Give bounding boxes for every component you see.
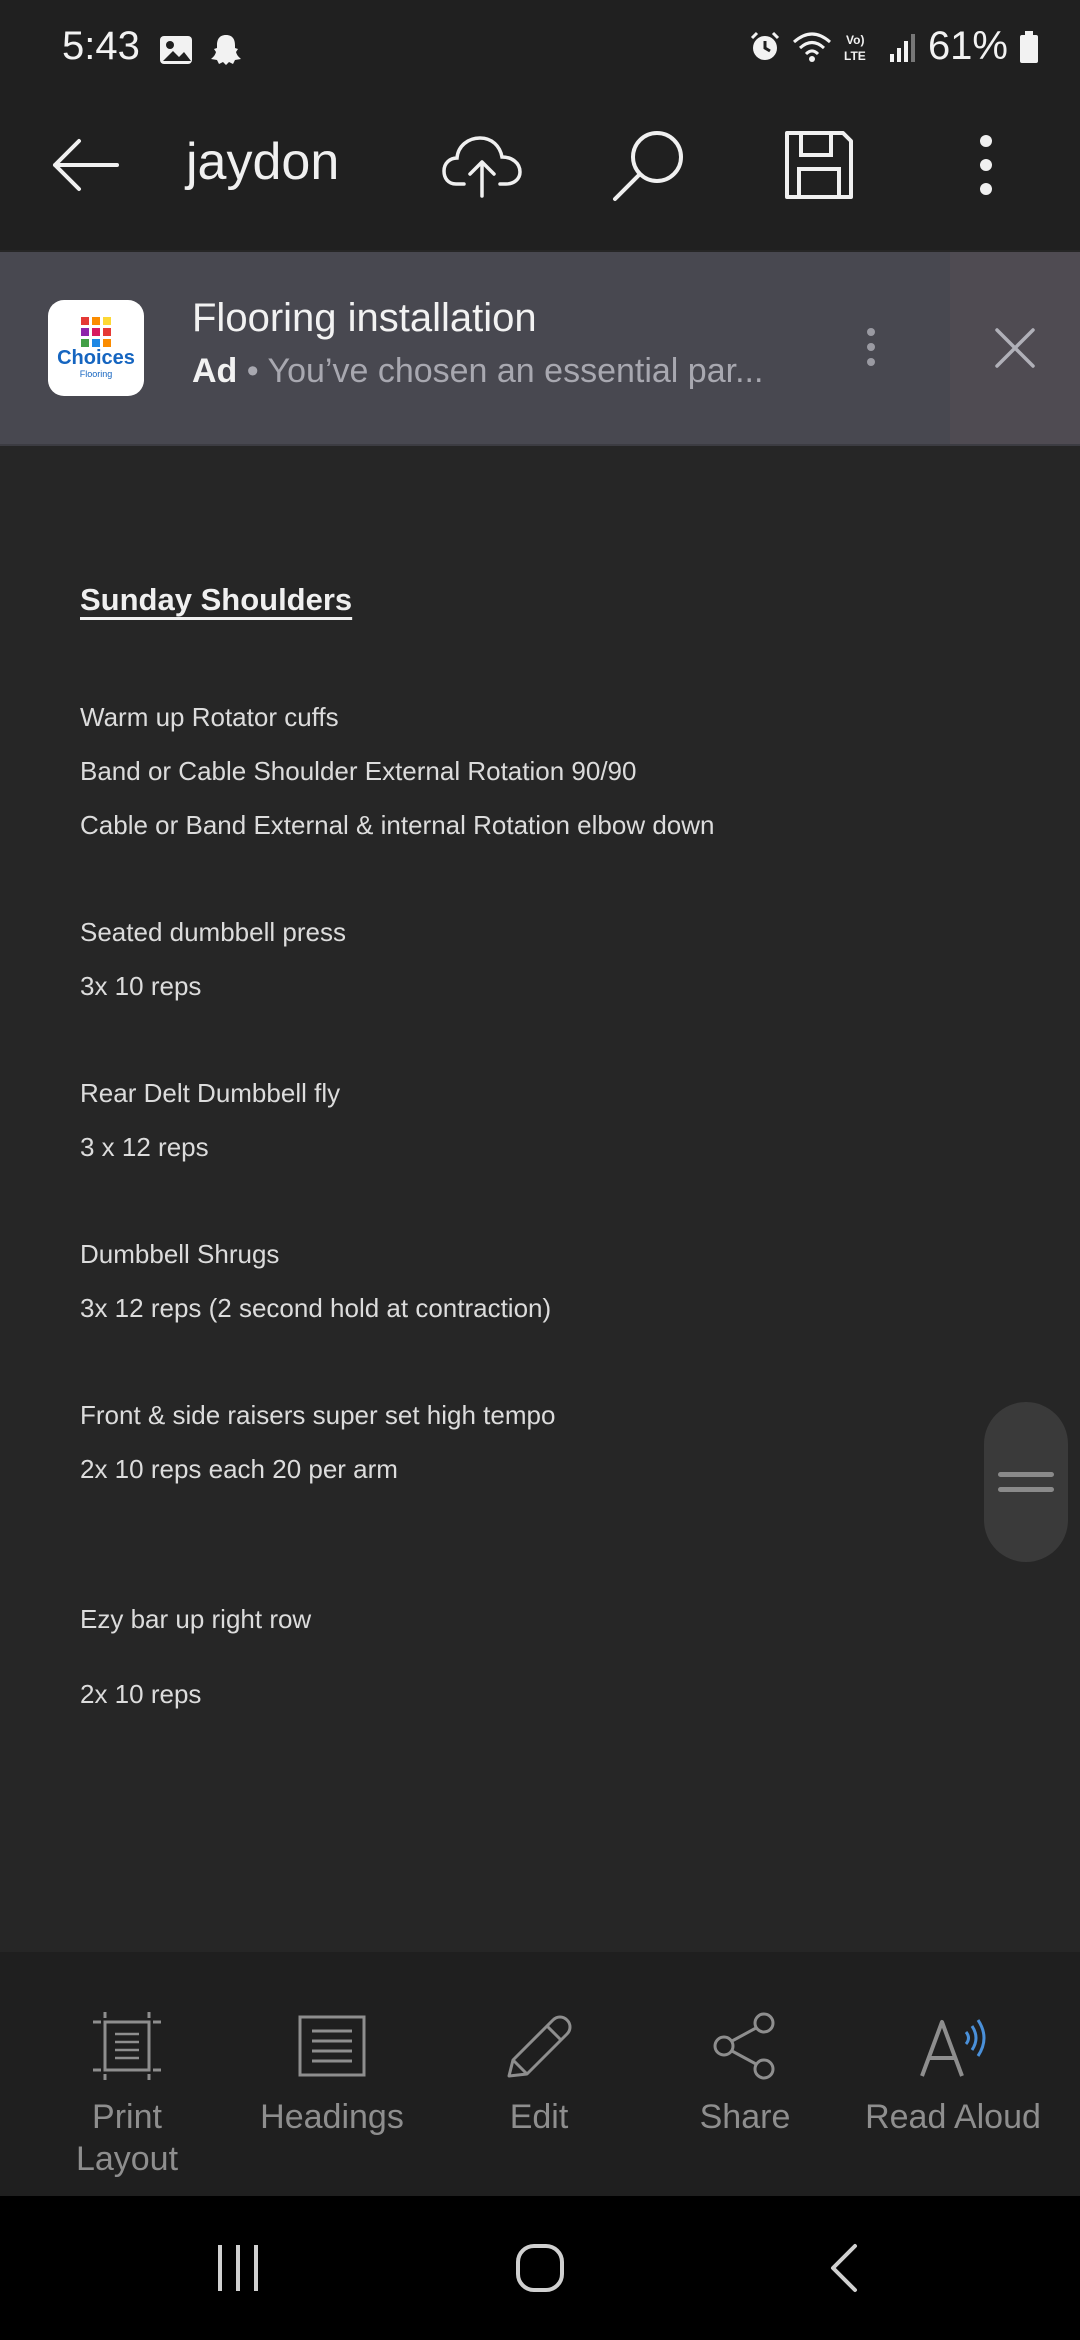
edit-label: Edit: [509, 2098, 569, 2136]
recent-apps-icon: [214, 2243, 262, 2293]
document-toolbar: [0, 100, 1080, 250]
doc-line[interactable]: 2x 10 reps each 20 per arm: [80, 1454, 398, 1484]
more-vert-icon: [976, 133, 996, 197]
ad-options-button[interactable]: [846, 294, 896, 400]
edit-button[interactable]: [439, 1952, 639, 2196]
document-heading[interactable]: Sunday Shoulders: [80, 582, 353, 617]
print-layout-icon: [91, 2010, 163, 2082]
doc-line[interactable]: Band or Cable Shoulder External Rotation 90/90: [80, 756, 637, 786]
doc-line[interactable]: Warm up Rotator cuffs: [80, 702, 339, 732]
ad-subtitle: [192, 352, 763, 391]
doc-line[interactable]: Seated dumbbell press: [80, 917, 346, 947]
headings-label: Headings: [260, 2098, 404, 2136]
doc-line[interactable]: 2x 10 reps: [80, 1679, 202, 1709]
recent-apps-button[interactable]: [168, 2196, 308, 2340]
doc-line[interactable]: Cable or Band External & internal Rotation elbow down: [80, 810, 715, 840]
volte-icon: [842, 30, 878, 64]
svg-text:LTE: LTE: [843, 48, 866, 63]
doc-line[interactable]: 3 x 12 reps: [80, 1132, 209, 1162]
system-nav-bar: [0, 2196, 1080, 2340]
ad-logo-subtext: Flooring: [79, 369, 113, 379]
doc-line[interactable]: Rear Delt Dumbbell fly: [80, 1078, 341, 1108]
ad-label: Ad: [192, 352, 238, 390]
share-label: Share: [699, 2098, 791, 2136]
doc-line[interactable]: 3x 12 reps (2 second hold at contraction): [80, 1293, 552, 1323]
share-button[interactable]: [645, 1952, 845, 2196]
search-icon: [611, 127, 687, 203]
svg-text:Vo): Vo): [845, 32, 865, 47]
pencil-icon: [503, 2010, 575, 2082]
scroll-grip-line: [998, 1472, 1054, 1477]
ad-logo: [48, 300, 144, 396]
ad-separator: •: [246, 352, 259, 390]
doc-line[interactable]: Ezy bar up right row: [80, 1604, 312, 1634]
ad-more-icon: [866, 327, 876, 367]
read-aloud-button[interactable]: [853, 1952, 1053, 2196]
choices-logo-icon: [81, 317, 111, 347]
home-icon: [515, 2243, 565, 2293]
alarm-icon: [748, 30, 782, 64]
save-button[interactable]: [774, 120, 864, 210]
bottom-toolbar: [0, 1952, 1080, 2196]
ad-banner[interactable]: [0, 252, 1080, 446]
read-aloud-icon: [916, 2010, 990, 2082]
more-options-button[interactable]: [950, 120, 1022, 210]
headings-icon: [298, 2015, 366, 2077]
ad-logo-text: Choices: [57, 347, 135, 369]
cloud-upload-icon: [442, 130, 522, 200]
snapchat-icon: [208, 32, 244, 68]
signal-icon: [888, 30, 918, 64]
status-bar: [0, 0, 1080, 100]
status-time: 5:43: [62, 24, 140, 68]
ad-title: Flooring installation: [192, 296, 537, 340]
wifi-icon: [792, 30, 832, 64]
close-icon: [993, 326, 1037, 370]
print-layout-label: Print Layout: [75, 2098, 179, 2178]
nav-back-icon: [829, 2243, 859, 2293]
scroll-grip-line: [998, 1487, 1054, 1492]
upload-button[interactable]: [436, 120, 528, 210]
headings-button[interactable]: [232, 1952, 432, 2196]
ad-description: You’ve chosen an essential par...: [267, 352, 764, 390]
document-title: jaydon: [186, 133, 340, 191]
back-button[interactable]: [40, 120, 130, 210]
search-button[interactable]: [604, 120, 694, 210]
image-icon: [158, 32, 194, 68]
back-arrow-icon: [49, 135, 121, 195]
print-layout-button[interactable]: [27, 1952, 227, 2196]
ad-close-button[interactable]: [950, 252, 1080, 444]
home-button[interactable]: [470, 2196, 610, 2340]
scroll-handle[interactable]: [984, 1402, 1068, 1562]
doc-line[interactable]: Dumbbell Shrugs: [80, 1239, 280, 1269]
battery-icon: [1018, 30, 1040, 64]
doc-line[interactable]: Front & side raisers super set high tempo: [80, 1400, 556, 1430]
save-icon: [783, 129, 855, 201]
share-icon: [712, 2011, 778, 2081]
nav-back-button[interactable]: [774, 2196, 914, 2340]
read-aloud-label: Read Aloud: [865, 2098, 1041, 2136]
doc-line[interactable]: 3x 10 reps: [80, 971, 202, 1001]
battery-percent: 61%: [927, 24, 1008, 68]
